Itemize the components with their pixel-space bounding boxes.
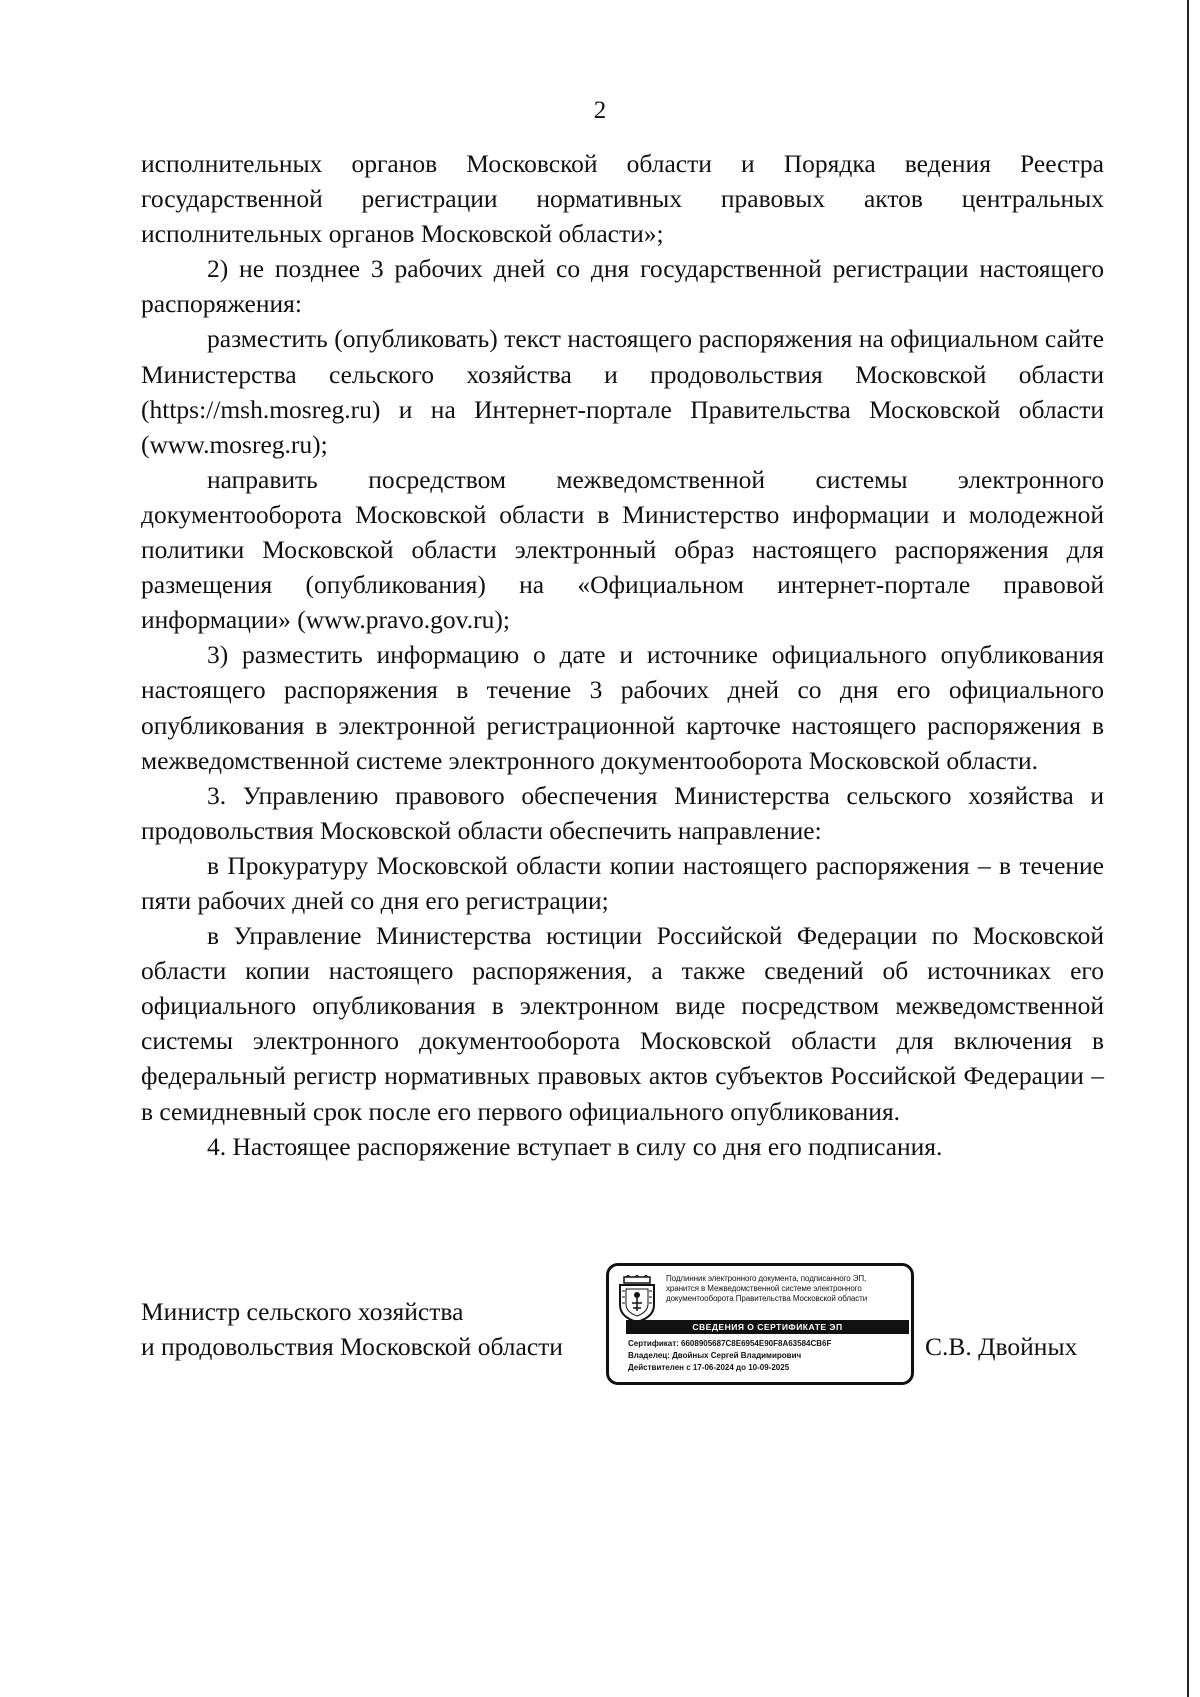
paragraph-send-image: направить посредством межведомственной системы электронного документооборота Московской области в Министерство информации и молодежной политики Московской области электронный образ настоящего распоряжения для размещения (опубликования) на «Официальном интернет-портале правовой информации» (www.pravo.gov.ru); (141, 464, 1104, 635)
page-number: 2 (593, 97, 607, 124)
stamp-intro-line: Подлинник электронного документа, подписанного ЭП, (666, 1274, 867, 1283)
paragraph-item-3: 3) разместить информацию о дате и источнике официального опубликования настоящего распоряжения в течение 3 рабочих дней со дня его официального опубликования в электронной регистрационной карточке настоящего распоряжения в межведомственной системе электронного документооборота Московской области. (141, 640, 1104, 775)
stamp-header-bar: СВЕДЕНИЯ О СЕРТИФИКАТЕ ЭП (626, 1320, 909, 1334)
stamp-certificate-validity: Действителен с 17-06-2024 до 10-09-2025 (628, 1363, 790, 1372)
paragraph-publish-text: разместить (опубликовать) текст настоящего распоряжения на официальном сайте Министерства сельского хозяйства и продовольствия Московской области (https://msh.mosreg.ru) и на Интернет-портале Правительства Московской области (www.mosreg.ru); (141, 324, 1104, 459)
paragraph-justice-ministry: в Управление Министерства юстиции Российской Федерации по Московской области копии настоящего распоряжения, а также сведений об источниках его официального опубликования в электронном виде посредством межведомственной системы электронного документооборота Московской области для включения в федеральный регистр нормативных правовых актов субъектов Российской Федерации – в семидневный срок после его первого официального опубликования. (141, 921, 1104, 1126)
stamp-certificate-owner: Владелец: Двойных Сергей Владимирович (628, 1351, 802, 1360)
stamp-certificate-details (628, 1338, 831, 1374)
stamp-intro-line: документооборота Правительства Московской области (666, 1294, 868, 1303)
paragraph-point-3: 3. Управлению правового обеспечения Министерства сельского хозяйства и продовольствия Московской области обеспечить направление: (141, 780, 1104, 845)
signatory-title-line1: Министр сельского хозяйства (141, 1297, 464, 1326)
paragraph-item-2: 2) не позднее 3 рабочих дней со дня государственной регистрации настоящего распоряжения: (141, 254, 1104, 319)
document-body (141, 146, 1104, 1164)
electronic-signature-stamp (606, 1263, 914, 1385)
signatory-name: С.В. Двойных (925, 1332, 1078, 1361)
paragraph-continuation: исполнительных органов Московской области и Порядка ведения Реестра государственной регистрации нормативных правовых актов центральных исполнительных органов Московской области»; (141, 149, 1104, 249)
signatory-title (141, 1294, 563, 1364)
page-edge-line (1187, 0, 1189, 1697)
paragraph-prosecutor: в Прокуратуру Московской области копии настоящего распоряжения – в течение пяти рабочих дней со дня его регистрации; (141, 850, 1104, 915)
stamp-certificate-number: Сертификат: 6608905687C8E6954E90F8A63584CB6F (628, 1339, 832, 1348)
stamp-intro-line: хранится в Межведомственной системе электронного (666, 1284, 862, 1293)
stamp-intro-text (666, 1274, 909, 1304)
signatory-title-line2: и продовольствия Московской области (141, 1332, 563, 1361)
moscow-oblast-coat-of-arms-icon (618, 1275, 656, 1323)
paragraph-point-4: 4. Настоящее распоряжение вступает в силу со дня его подписания. (207, 1131, 943, 1161)
